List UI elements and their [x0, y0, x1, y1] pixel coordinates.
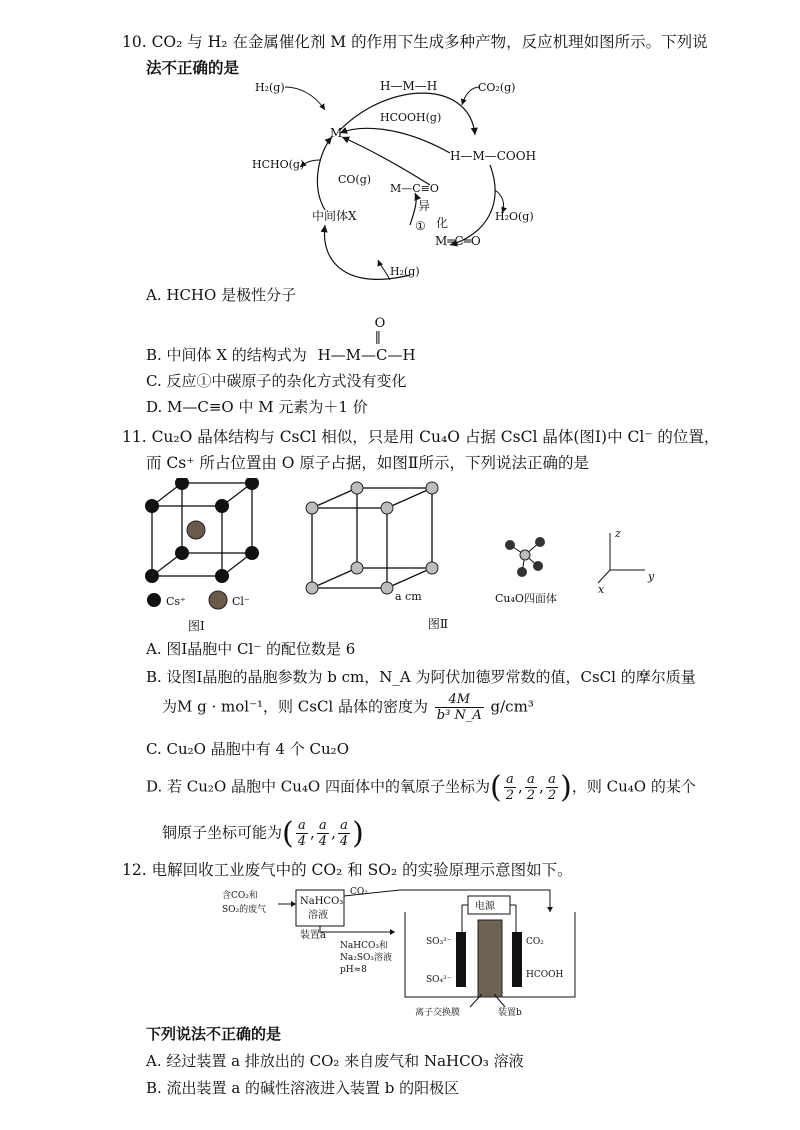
q12-so4: SO₄²⁻	[426, 975, 452, 985]
q10-h2o: H₂O(g)	[495, 210, 534, 223]
q10-option-b[interactable]: B. 中间体 X 的结构式为 O ‖ H—M—C—H	[146, 316, 416, 364]
q12-co2-top: CO₂	[350, 887, 368, 897]
q11-figure-2	[300, 478, 450, 638]
q10-hua: 化	[436, 216, 449, 230]
q12-device-a: 装置a	[300, 930, 326, 941]
q12-nahco3-1: NaHCO₃	[300, 896, 344, 907]
q12-power: 电源	[475, 901, 495, 912]
q10-m: M	[330, 126, 343, 140]
q12-device-b: 装置b	[498, 1008, 522, 1018]
q10-option-c[interactable]: C. 反应①中碳原子的杂化方式没有变化	[146, 372, 407, 390]
q12-prompt: 下列说法不正确的是	[146, 1025, 282, 1043]
anode	[456, 932, 466, 987]
q10-hcooh: HCOOH(g)	[380, 111, 442, 124]
q10-mco2: M═C═O	[435, 234, 481, 248]
cl-ion-center	[187, 521, 205, 539]
q11-axes	[590, 525, 660, 595]
q10-one: ①	[415, 219, 426, 233]
q12-sol-3: pH≈8	[340, 965, 367, 975]
q10-yi: 异	[418, 199, 431, 213]
q10-hmcooh: H—M—COOH	[450, 149, 537, 163]
q11-stem-line1: 11. Cu₂O 晶体结构与 CsCl 相似，只是用 Cu₄O 占据 CsCl 晶体(图Ⅰ)中 Cl⁻ 的位置，	[122, 428, 720, 446]
q12-gas-in-2: SO₂的废气	[222, 905, 267, 915]
q11-option-a[interactable]: A. 图Ⅰ晶胞中 Cl⁻ 的配位数是 6	[146, 640, 356, 658]
q12-membrane: 离子交换膜	[415, 1008, 461, 1018]
q12-so3: SO₃²⁻	[426, 937, 452, 947]
q11-figure-1	[140, 478, 270, 638]
q11-option-b-line2[interactable]: 为M g · mol⁻¹，则 CsCl 晶体的密度为 $\frac{4M}{\text{b³ N\_A}}$ g/cm³	[162, 692, 534, 723]
q11-tetrahedron	[490, 520, 580, 610]
cathode	[512, 932, 522, 987]
q11-option-b-line1[interactable]: B. 设图Ⅰ晶胞的晶胞参数为 b cm，N_A 为阿伏加德罗常数的值，CsCl 的摩尔质量	[146, 668, 696, 686]
q10-hcho: HCHO(g)	[252, 158, 305, 171]
q10-mid: 中间体X	[312, 209, 357, 223]
q11-option-d-line2[interactable]: 铜原子坐标可能为( $\frac{a}{4}$ , $\frac{a}{4}$ , $\frac{a}{4}$ )	[162, 816, 364, 851]
axis-y: y	[648, 570, 655, 583]
q10-stem-line1: 10. CO₂ 与 H₂ 在金属催化剂 M 的作用下生成多种产物，反应机理如图所示。下列说	[122, 33, 708, 51]
fig1-legend-cs: Cs⁺	[166, 595, 186, 608]
q12-nahco3-2: 溶液	[308, 910, 328, 921]
q12-sol-2: Na₂SO₃溶液	[340, 953, 393, 963]
q12-co2-right: CO₂	[526, 937, 544, 947]
q11-option-c[interactable]: C. Cu₂O 晶胞中有 4 个 Cu₂O	[146, 740, 349, 758]
q10-h2-bottom: H₂(g)	[390, 265, 420, 278]
ion-exchange-membrane	[478, 920, 502, 997]
q12-gas-in-1: 含CO₂和	[222, 891, 258, 901]
q12-option-b[interactable]: B. 流出装置 a 的碱性溶液进入装置 b 的阳极区	[146, 1079, 460, 1097]
q10-co: CO(g)	[338, 173, 372, 186]
axis-z: z	[615, 527, 621, 540]
cycle-arrow-2	[450, 165, 495, 245]
q10-hmh: H—M—H	[380, 79, 438, 93]
q12-hcooh: HCOOH	[526, 970, 564, 980]
q12-sol-1: NaHCO₃和	[340, 941, 388, 951]
cs-legend-dot	[147, 593, 161, 607]
q12-apparatus-diagram	[220, 882, 600, 1022]
q10-h2-top: H₂(g)	[255, 81, 285, 94]
q10-co2: CO₂(g)	[478, 81, 516, 94]
fig2-edge: a cm	[395, 590, 422, 603]
cl-legend-dot	[209, 591, 227, 609]
q12-option-a[interactable]: A. 经过装置 a 排放出的 CO₂ 来自废气和 NaHCO₃ 溶液	[146, 1052, 524, 1070]
tetra-label: Cu₄O四面体	[495, 592, 557, 605]
q12-stem: 12. 电解回收工业废气中的 CO₂ 和 SO₂ 的实验原理示意图如下。	[122, 861, 573, 879]
fig2-caption: 图Ⅱ	[427, 617, 448, 631]
fig1-legend-cl: Cl⁻	[232, 595, 250, 608]
q10-option-a[interactable]: A. HCHO 是极性分子	[146, 286, 297, 304]
q10-stem-line2: 法不正确的是	[146, 58, 240, 77]
inner-arrow-hcooh	[340, 128, 450, 153]
q10-mechanism-diagram	[240, 75, 580, 290]
q10-option-d[interactable]: D. M—C≡O 中 M 元素为＋1 价	[146, 398, 368, 416]
cycle-arrow-4	[317, 137, 332, 210]
fig1-caption: 图Ⅰ	[188, 619, 205, 633]
q10-mco: M—C≡O	[390, 182, 439, 195]
q11-option-d-line1[interactable]: D. 若 Cu₂O 晶胞中 Cu₄O 四面体中的氧原子坐标为( $\frac{a}{2}$ , $\frac{a}{2}$ , $\frac{a}{2}$ )，则 Cu₄O 的某个	[146, 770, 696, 805]
axis-x: x	[598, 583, 605, 595]
q11-stem-line2: 而 Cs⁺ 所占位置由 O 原子占据，如图Ⅱ所示，下列说法正确的是	[146, 454, 589, 472]
